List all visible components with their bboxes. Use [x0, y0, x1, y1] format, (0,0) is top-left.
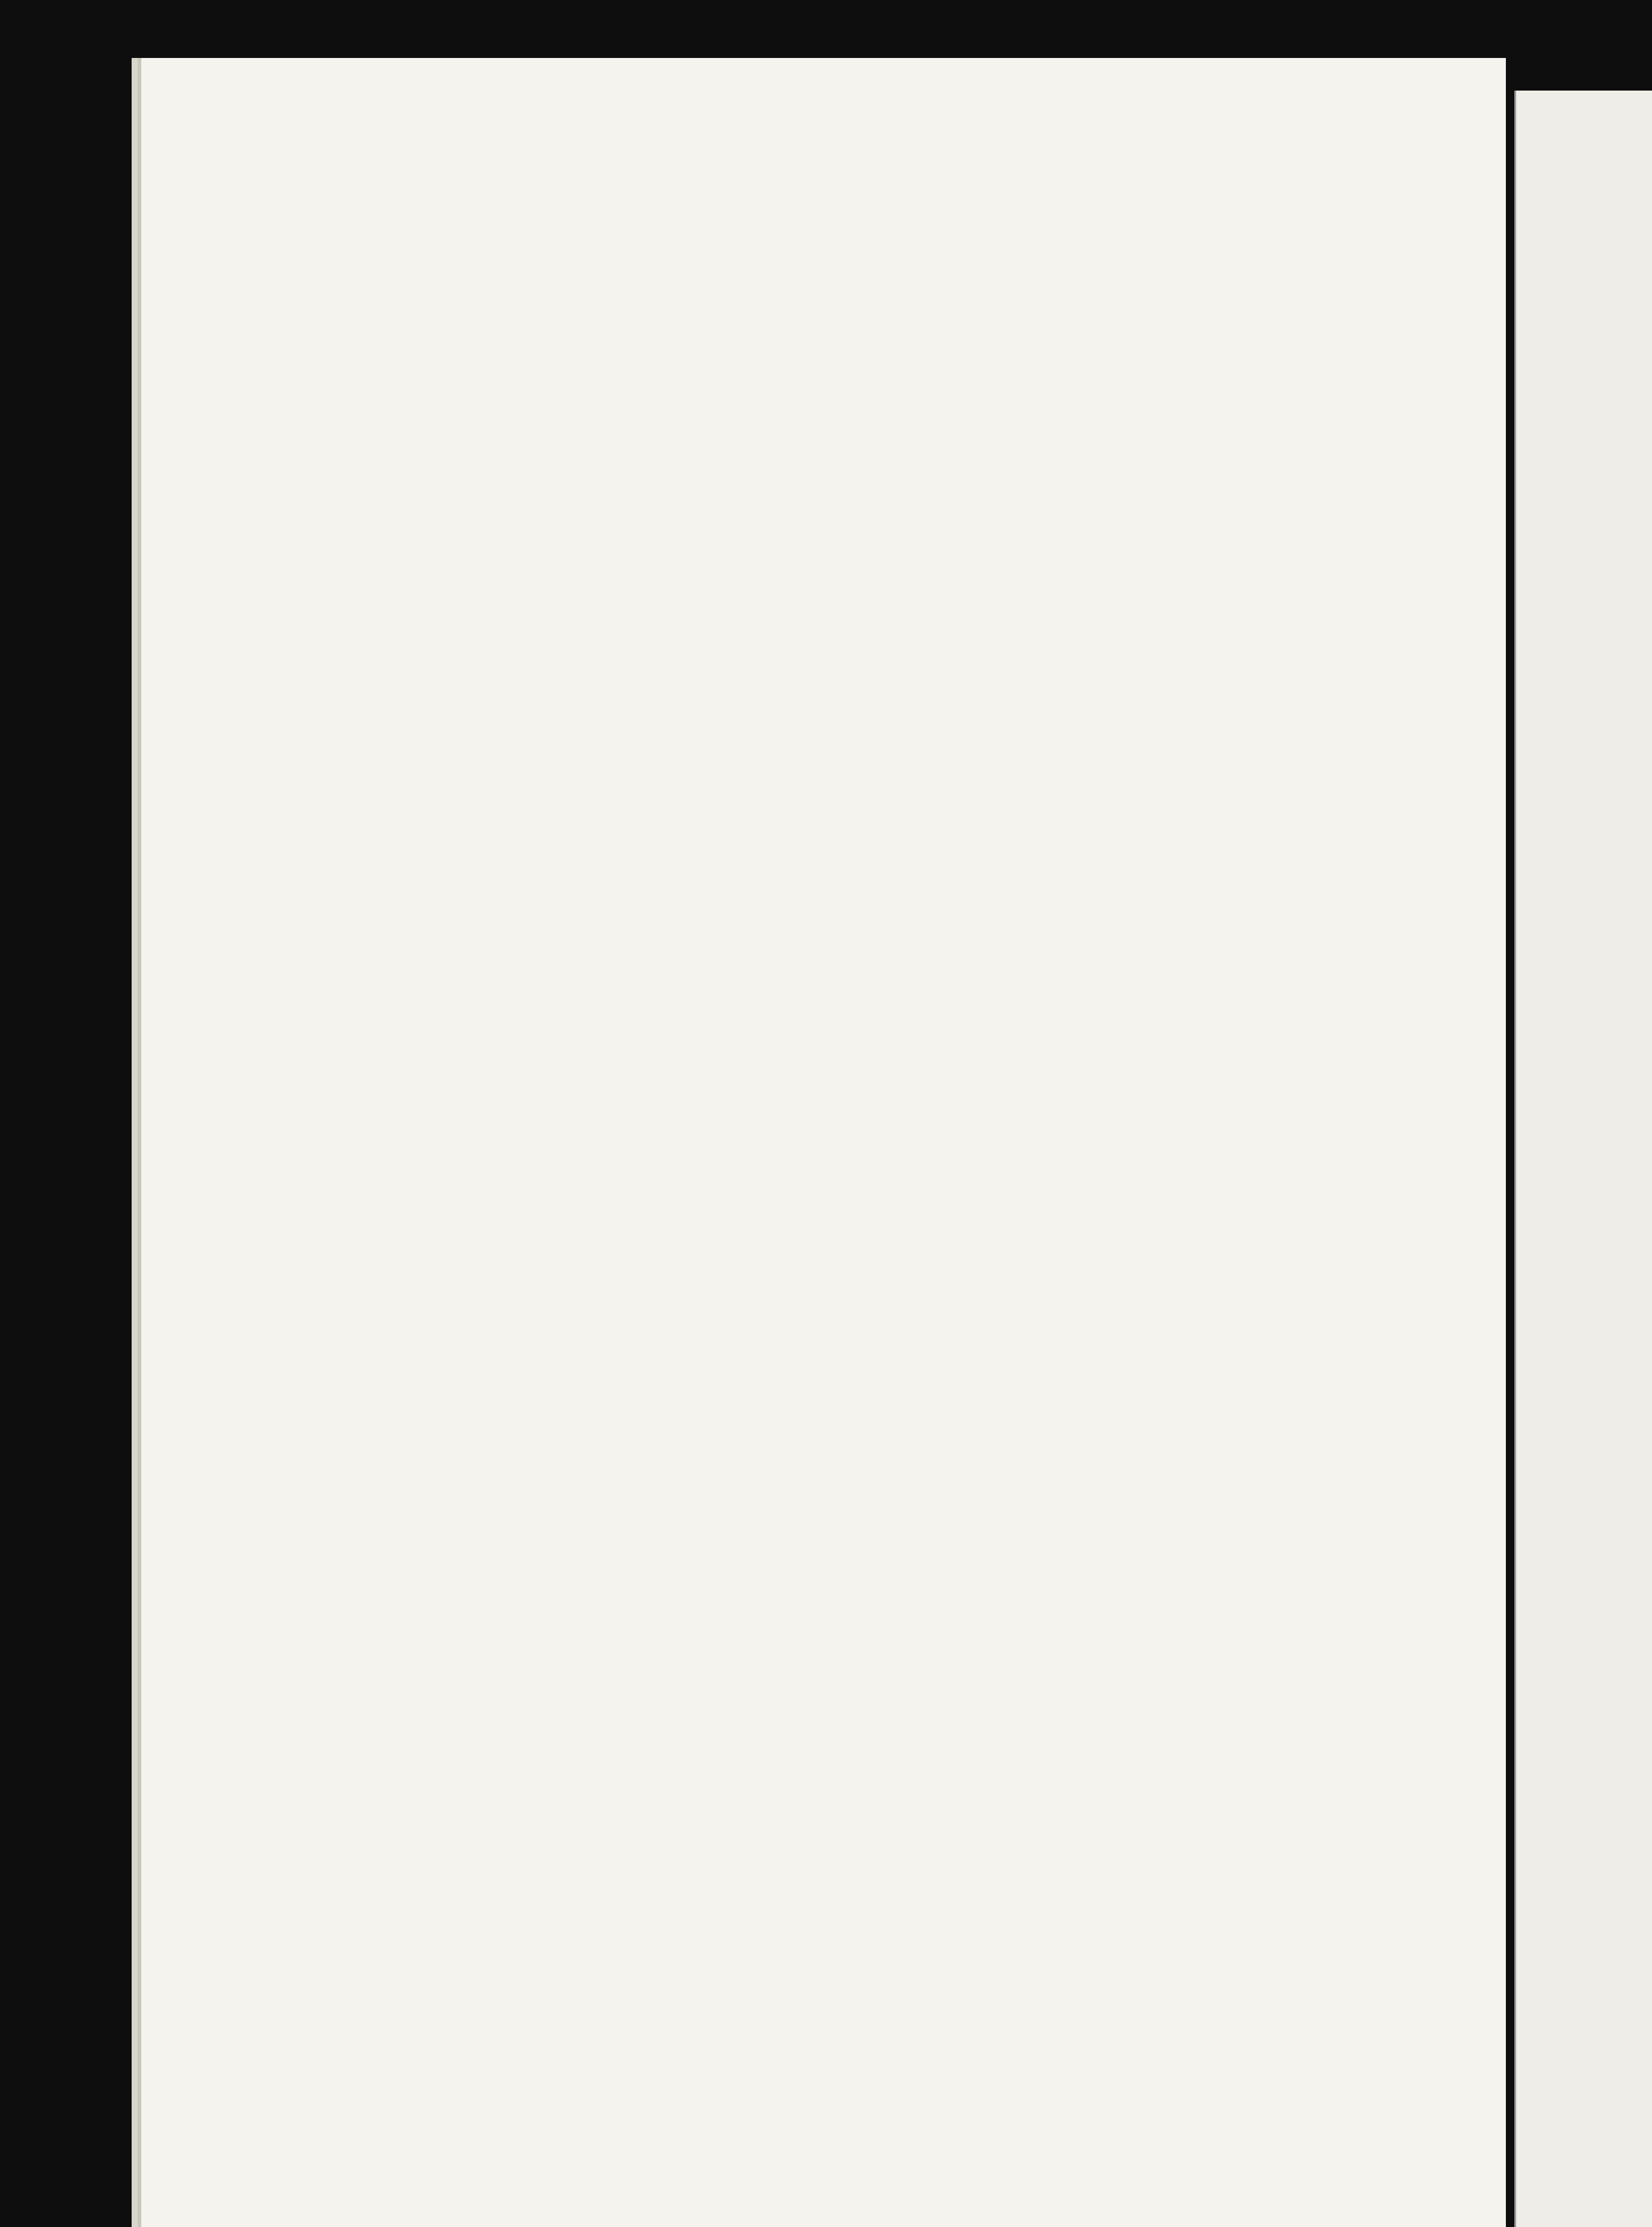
- ledger-page: [138, 58, 1506, 2227]
- facing-page-fragment: [1514, 91, 1652, 2227]
